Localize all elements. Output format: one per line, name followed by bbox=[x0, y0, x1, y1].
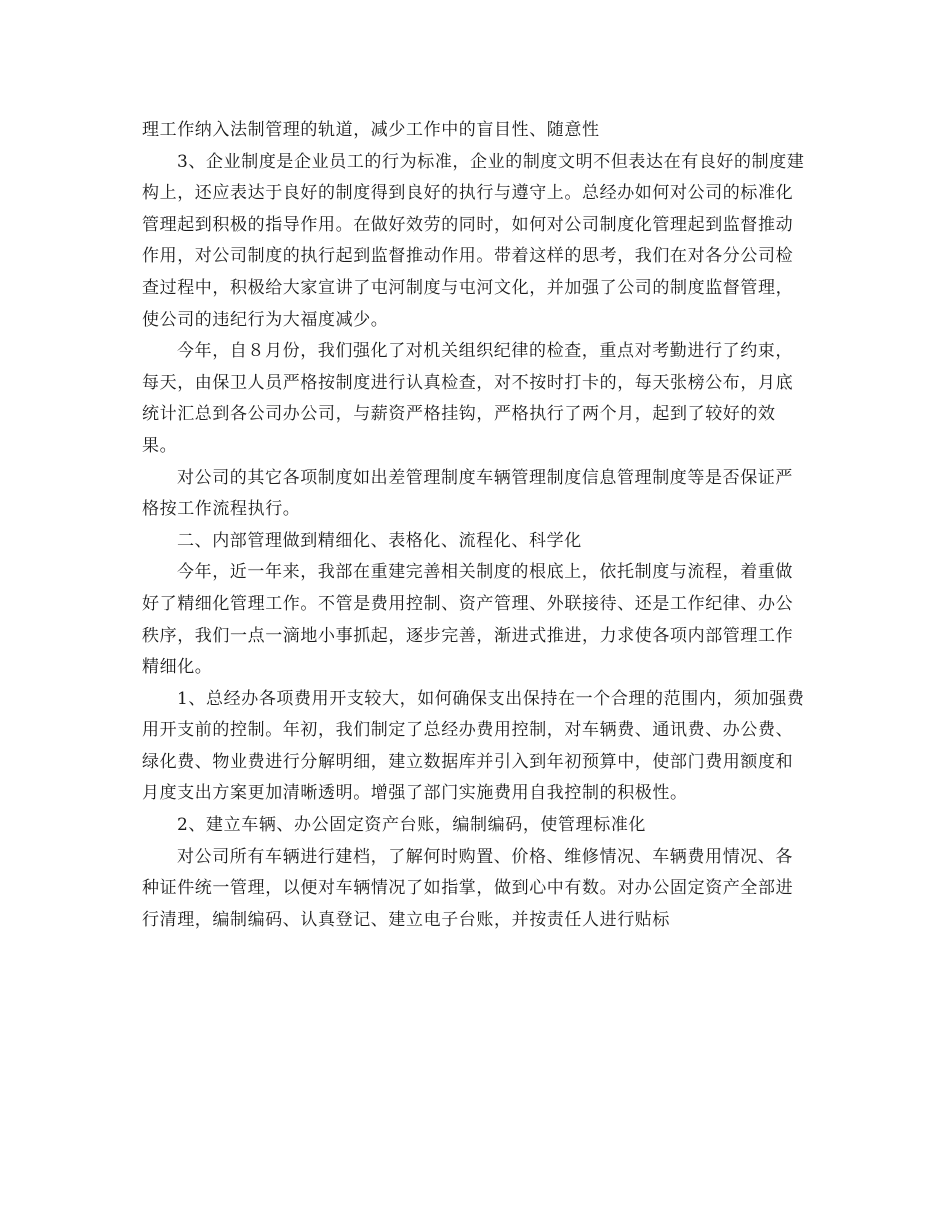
paragraph-attendance: 今年，自８月份，我们强化了对机关组织纪律的检查，重点对考勤进行了约束，每天，由保卫人员严格按制度进行认真检查，对不按时打卡的，每天张榜公布，月底统计汇总到各公司办公司，与薪资严格挂钩，严格执行了两个月，起到了较好的效果。 bbox=[142, 341, 794, 456]
paragraph-refined-management: 今年，近一年来，我部在重建完善相关制度的根底上，依托制度与流程，着重做好了精细化管理工作。不管是费用控制、资产管理、外联接待、还是工作纪律、办公秩序，我们一点一滴地小事抓起，逐步完善，渐进式推进，力求使各项内部管理工作精细化。 bbox=[142, 562, 794, 678]
paragraph-vehicle-records: 对公司所有车辆进行建档，了解何时购置、价格、维修情况、车辆费用情况、各种证件统一管理，以便对车辆情况了如指掌，做到心中有数。对办公固定资产全部进行清理，编制编码、认真登记、建立电子台账，并按责任人进行贴标 bbox=[142, 846, 794, 930]
paragraph-other-rules: 对公司的其它各项制度如出差管理制度车辆管理制度信息管理制度等是否保证严格按工作流程执行。 bbox=[142, 467, 793, 520]
section-heading-internal-management: 二、内部管理做到精细化、表格化、流程化、科学化 bbox=[177, 530, 582, 551]
paragraph-item-3: 3、企业制度是企业员工的行为标准，企业的制度文明不但表达在有良好的制度建构上，还应表达于良好的制度得到良好的执行与遵守上。总经办如何对公司的标准化管理起到积极的指导作用。在做好效劳的同时，如何对公司制度化管理起到监督推动作用，对公司制度的执行起到监督推动作用。带着这样的思考，我们在对各分公司检查过程中，积极给大家宣讲了屯河制度与屯河文化，并加强了公司的制度监督管理，使公司的违纪行为大福度减少。 bbox=[142, 151, 805, 330]
paragraph-continuation: 理工作纳入法制管理的轨道，减少工作中的盲目性、随意性 bbox=[142, 120, 600, 140]
subheading-item-2-asset-ledger: 2、建立车辆、办公固定资产台账，编制编码，使管理标准化 bbox=[177, 815, 647, 836]
paragraph-item-1-expense-control: 1、总经办各项费用开支较大，如何确保支出保持在一个合理的范围内，须加强费用开支前的控制。年初，我们制定了总经办费用控制，对车辆费、通讯费、办公费、绿化费、物业费进行分解明细，建立数据库并引入到年初预算中，使部门费用额度和月度支出方案更加清晰透明。增强了部门实施费用自我控制的积极性。 bbox=[142, 688, 805, 804]
document-body bbox=[142, 115, 807, 936]
